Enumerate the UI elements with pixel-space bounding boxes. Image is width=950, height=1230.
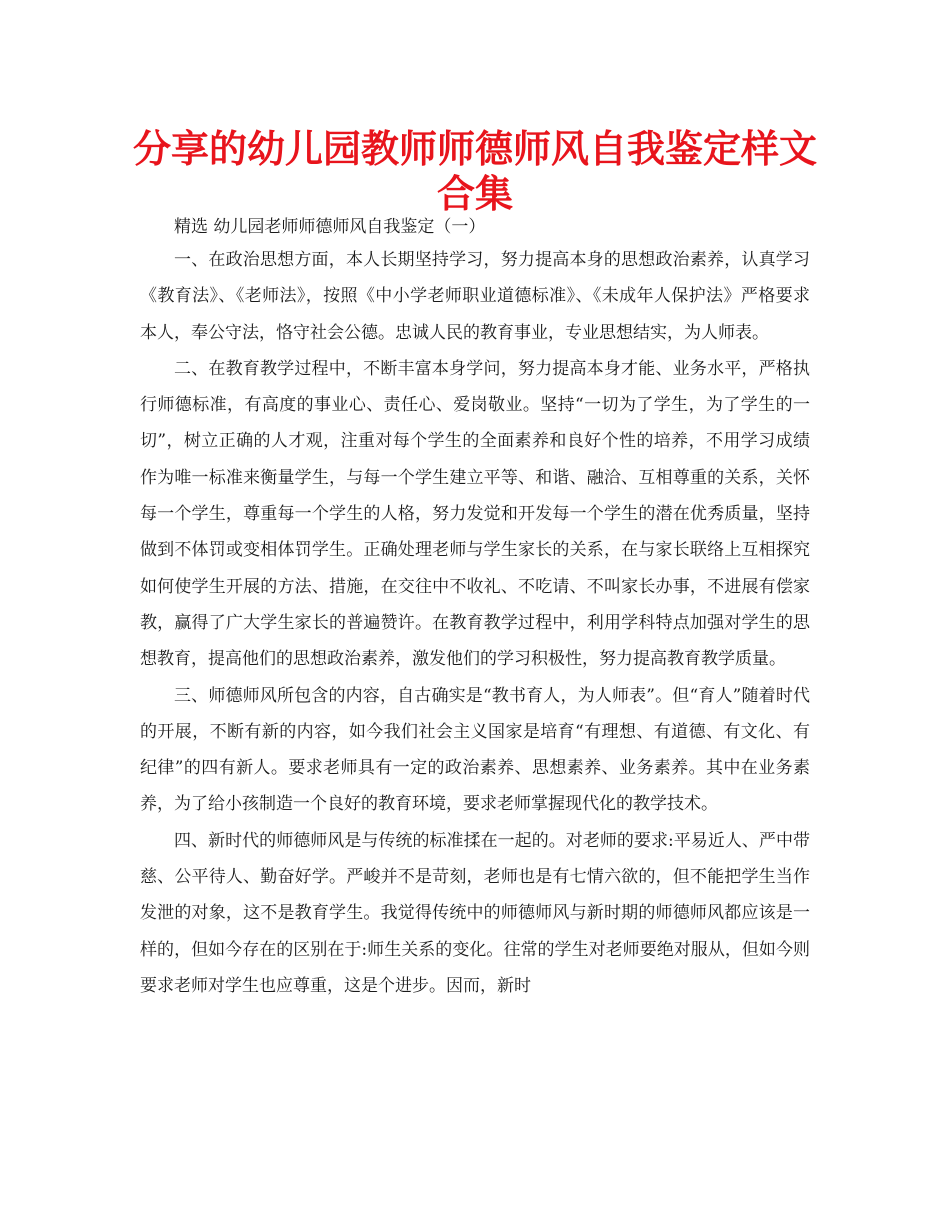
document-title-line-2: 合集 — [436, 172, 513, 216]
paragraph-3: 三、师德师风所包含的内容，自古确实是“教书育人，为人师表”。但“育人”随着时代的开展，不断有新的内容，如今我们社会主义国家是培育“有理想、有道德、有文化、有 纪律”的四有新人。要求老师具有一定的政治素养、思想素养、业务素养。其中在业务素养，为了给小孩制造一个良好的教育环境，要求老师掌握现代化的教学技术。 — [140, 685, 810, 815]
paragraph-4: 四、新时代的师德师风是与传统的标准揉在一起的。对老师的要求:平易近人、严中带慈、公平待人、勤奋好学。严峻并不是苛刻，老师也是有七情六欲的，但不能把学生当作发泄的对象，这不是教育学生。我觉得传统中的师德师风与新时期的师德师风都应该是一样的，但如今存在的区别在于:师生关系的变化。往常的学生对老师要绝对服从，但如今则要求老师对学生也应尊重，这是个进步。因而，新时 — [140, 830, 810, 996]
paragraph-2: 二、在教育教学过程中，不断丰富本身学问，努力提高本身才能、业务水平，严格执行师德标准，有高度的事业心、责任心、爱岗敬业。坚持“一切为了学生，为了学生的一切”，树立正确的人才观，注重对每个学生的全面素养和良好个性的培养，不用学习成绩作为唯一标准来衡量学生，与每一个学生建立平等、和谐、融洽、互相尊重的关系，关怀每一个学生，尊重每一个学生的人格，努力发觉和开发每一个学生的潜在优秀质量，坚持做到不体罚或变相体罚学生。正确处理老师与学生家长的关系，在与家长联络上互相探究如何使学生开展的方法、措施，在交往中不收礼、不吃请、不叫家长办事，不进展有偿家教，赢得了广大学生家长的普遍赞许。在教育教学过程中，利用学科特点加强对学生的思想教育，提高他们的思想政治素养，激发他们的学习积极性，努力提高教育教学质量。 — [140, 358, 810, 670]
paragraph-1: 一、在政治思想方面，本人长期坚持学习，努力提高本身的思想政治素养，认真学习《教育法》、《老师法》，按照《中小学老师职业道德标准》、《未成年人保护法》严格要求本人，奉公守法，恪守社会公德。忠诚人民的教育事业，专业思想结实，为人师表。 — [140, 250, 810, 343]
section-subtitle: 精选 幼儿园老师师德师风自我鉴定（一） — [174, 217, 486, 237]
document-title-line-1: 分享的幼儿园教师师德师风自我鉴定样文 — [132, 127, 817, 171]
document-body — [140, 212, 810, 1004]
